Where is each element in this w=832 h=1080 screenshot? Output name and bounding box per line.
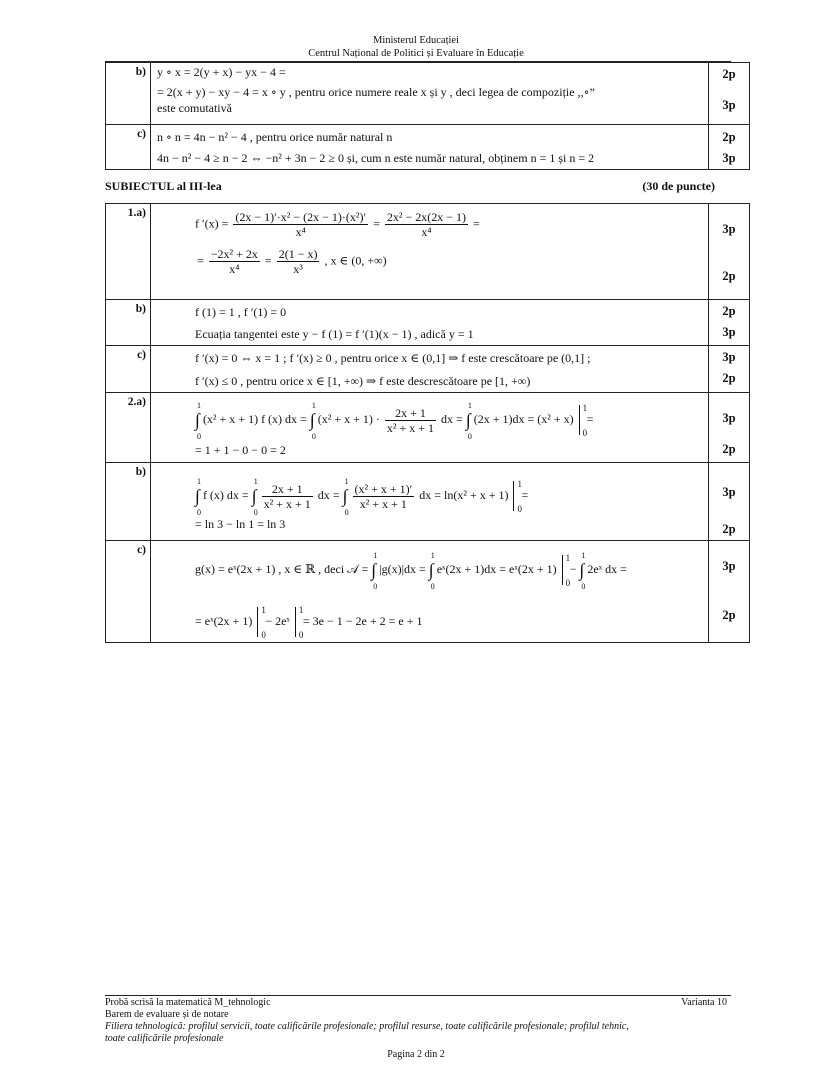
points: 3p — [722, 559, 736, 573]
row-content — [151, 393, 709, 463]
lower-limit: 0 — [197, 431, 201, 441]
table-row — [106, 125, 750, 170]
points: 3p — [722, 485, 736, 499]
fraction — [353, 482, 415, 511]
section-title: SUBIECTUL al III-lea — [105, 179, 222, 193]
expr: f (x) dx = — [202, 487, 249, 502]
fraction — [262, 482, 313, 511]
evaluation-bar — [579, 403, 588, 438]
denominator: x² + x + 1 — [359, 496, 407, 511]
integral-sign — [371, 550, 378, 591]
numerator: 2(1 − x) — [278, 247, 318, 261]
integral-sign — [251, 476, 258, 517]
upper-limit: 1 — [517, 479, 522, 489]
points: 3p — [722, 325, 736, 339]
points: 2p — [722, 130, 736, 144]
row-content — [151, 125, 709, 170]
integral-symbol: ∫ — [309, 409, 315, 430]
expr: = — [197, 253, 204, 268]
expr: = — [521, 487, 529, 502]
points: 2p — [722, 67, 736, 81]
points: 2p — [722, 608, 736, 622]
part2-table — [105, 62, 750, 170]
section-points: (30 de puncte) — [642, 179, 715, 193]
integral-symbol: ∫ — [371, 559, 377, 580]
table-row — [106, 463, 750, 541]
fraction — [233, 210, 368, 239]
integral-sign — [195, 476, 201, 517]
math-line: n ∘ n = 4n − n² − 4 , pentru orice număr natural n — [157, 130, 393, 144]
denominator: x⁴ — [295, 225, 306, 239]
numerator: 2x² − 2x(2x − 1) — [386, 210, 467, 224]
upper-limit: 1 — [197, 476, 201, 486]
integral-sign — [195, 400, 201, 441]
numerator: (x² + x + 1)′ — [354, 481, 413, 496]
footer-line: toate calificările profesionale — [105, 1033, 224, 1044]
points: 2p — [722, 442, 736, 456]
table-row — [106, 63, 750, 125]
row-label: b) — [106, 463, 151, 541]
lower-limit: 0 — [344, 507, 349, 517]
upper-limit: 1 — [253, 476, 258, 486]
row-content — [151, 463, 709, 541]
math-line: f (1) = 1 , f ′(1) = 0 — [195, 305, 287, 319]
lower-limit: 0 — [517, 504, 522, 514]
section-heading — [105, 179, 730, 194]
fraction — [277, 247, 320, 276]
variant-label: Varianta 10 — [681, 997, 727, 1008]
math-line — [157, 400, 702, 441]
evaluation-bar — [513, 479, 522, 514]
math-line — [157, 605, 702, 640]
expr: − 2eˣ — [265, 613, 290, 628]
row-content — [151, 300, 709, 346]
row-points — [709, 125, 750, 170]
upper-limit: 1 — [582, 403, 588, 413]
row-points — [709, 463, 750, 541]
expr: (x² + x + 1) · — [317, 411, 380, 426]
footer-divider — [105, 995, 731, 996]
page-number: Pagina 2 din 2 — [387, 1049, 445, 1060]
expr: = — [473, 216, 480, 231]
expr: (x² + x + 1) f (x) dx = — [202, 411, 307, 426]
row-points — [709, 541, 750, 643]
fraction — [385, 406, 436, 435]
footer-line — [105, 997, 735, 1009]
points: 3p — [722, 411, 736, 425]
integral-symbol: ∫ — [465, 409, 471, 430]
table-row — [106, 541, 750, 643]
upper-limit: 1 — [373, 550, 378, 560]
integral-sign — [342, 476, 349, 517]
math-line: = ln 3 − ln 1 = ln 3 — [195, 517, 286, 531]
expr: 2eˣ dx = — [587, 561, 627, 576]
lower-limit: 0 — [581, 581, 586, 591]
expr: − — [569, 561, 577, 576]
denominator: x² + x + 1 — [386, 420, 435, 435]
row-label: b) — [106, 63, 151, 125]
integral-symbol: ∫ — [195, 409, 200, 430]
math-line: 4n − n² − 4 ≥ n − 2 ⇔ −n² + 3n − 2 ≥ 0 și, cum n este număr natural, obținem n = 1 și n = 2 — [157, 151, 595, 165]
numerator: (2x − 1)′·x² − (2x − 1)·(x²)′ — [235, 210, 367, 224]
row-content — [151, 346, 709, 393]
lower-limit: 0 — [565, 578, 571, 588]
integral-symbol: ∫ — [195, 485, 200, 506]
expr: (2x + 1)dx = (x² + x) — [473, 411, 574, 426]
row-label: 2.a) — [106, 393, 151, 463]
integral-symbol: ∫ — [342, 485, 348, 506]
denominator: x⁴ — [229, 262, 240, 276]
table-row — [106, 346, 750, 393]
header-ministry: Ministerul Educației — [372, 35, 460, 46]
row-label: c) — [106, 125, 151, 170]
math-line — [157, 476, 702, 517]
math-line: este comutativă — [157, 101, 232, 115]
math-line — [157, 247, 702, 276]
points: 3p — [722, 151, 736, 165]
row-content — [151, 204, 709, 300]
header-center: Centrul Național de Politici și Evaluare în Educație — [308, 48, 524, 59]
integral-sign — [465, 400, 472, 441]
integral-symbol: ∫ — [251, 485, 257, 506]
expr: |g(x)|dx = — [379, 561, 426, 576]
lower-limit: 0 — [298, 630, 304, 640]
row-label: 1.a) — [106, 204, 151, 300]
footer-line: Barem de evaluare și de notare — [105, 1009, 229, 1020]
lower-limit: 0 — [253, 507, 258, 517]
lower-limit: 0 — [197, 507, 201, 517]
numerator: −2x² + 2x — [210, 247, 258, 261]
math-line: y ∘ x = 2(y + x) − yx − 4 = — [157, 65, 286, 79]
integral-symbol: ∫ — [428, 559, 434, 580]
evaluation-bar — [257, 605, 266, 640]
expr: = — [373, 216, 380, 231]
upper-limit: 1 — [565, 553, 571, 563]
table-row — [106, 393, 750, 463]
upper-limit: 1 — [261, 605, 266, 615]
denominator: x² + x + 1 — [263, 496, 311, 511]
evaluation-bar — [295, 605, 304, 640]
footer-line: Filiera tehnologică: profilul servicii, toate calificările profesionale; profilul resurse, toate calificările profesionale; profilul tehnic, — [105, 1021, 629, 1032]
math-line: Ecuația tangentei este y − f (1) = f ′(1)(x − 1) , adică y = 1 — [195, 327, 474, 341]
expr: eˣ(2x + 1)dx = eˣ(2x + 1) — [436, 561, 557, 576]
row-points — [709, 300, 750, 346]
points: 2p — [722, 522, 736, 536]
points: 3p — [722, 350, 736, 364]
table-row — [106, 204, 750, 300]
expr: = — [264, 253, 272, 268]
upper-limit: 1 — [467, 400, 472, 410]
denominator: x³ — [293, 262, 303, 276]
expr: , x ∈ (0, +∞) — [324, 253, 387, 268]
math-line — [157, 550, 702, 591]
points: 2p — [722, 269, 736, 283]
row-label: b) — [106, 300, 151, 346]
denominator: x⁴ — [421, 225, 432, 239]
expr: = 3e − 1 − 2e + 2 = e + 1 — [302, 613, 423, 628]
lower-limit: 0 — [311, 431, 316, 441]
points: 2p — [722, 304, 736, 318]
math-line — [157, 210, 702, 239]
math-line: = 1 + 1 − 0 − 0 = 2 — [195, 443, 286, 457]
row-points — [709, 63, 750, 125]
evaluation-bar — [562, 553, 571, 588]
upper-limit: 1 — [298, 605, 304, 615]
table-row — [106, 300, 750, 346]
integral-sign — [428, 550, 435, 591]
upper-limit: 1 — [311, 400, 316, 410]
lower-limit: 0 — [430, 581, 435, 591]
lower-limit: 0 — [373, 581, 378, 591]
expr: dx = ln(x² + x + 1) — [419, 487, 509, 502]
upper-limit: 1 — [344, 476, 349, 486]
row-content — [151, 541, 709, 643]
math-line: f ′(x) ≤ 0 , pentru orice x ∈ [1, +∞) ⇒ f este descrescătoare pe [1, +∞) — [195, 374, 531, 388]
row-label: c) — [106, 541, 151, 643]
integral-sign — [579, 550, 586, 591]
row-points — [709, 346, 750, 393]
lower-limit: 0 — [261, 630, 266, 640]
expr: = — [586, 411, 594, 426]
exam-title: Probă scrisă la matematică M_tehnologic — [105, 997, 271, 1008]
lower-limit: 0 — [467, 431, 472, 441]
math-line: = 2(x + y) − xy − 4 = x ∘ y , pentru orice numere reale x și y , deci legea de compoziție ,,∘” — [157, 85, 595, 99]
expr: dx = — [317, 487, 340, 502]
integral-sign — [309, 400, 316, 441]
expr: g(x) = eˣ(2x + 1) , x ∈ ℝ , deci 𝒜 = — [195, 561, 369, 576]
math-line: f ′(x) = 0 ⇔ x = 1 ; f ′(x) ≥ 0 , pentru orice x ∈ (0,1] ⇒ f este crescătoare pe (0,1] ; — [195, 351, 591, 365]
integral-symbol: ∫ — [579, 559, 585, 580]
numerator: 2x + 1 — [262, 482, 313, 497]
points: 3p — [722, 222, 736, 236]
row-content — [151, 63, 709, 125]
expr: dx = — [441, 411, 463, 426]
numerator: 2x + 1 — [385, 406, 436, 421]
expr: f ′(x) = — [195, 216, 229, 231]
points: 2p — [722, 371, 736, 385]
row-label: c) — [106, 346, 151, 393]
expr: = eˣ(2x + 1) — [195, 613, 253, 628]
row-points — [709, 393, 750, 463]
upper-limit: 1 — [581, 550, 586, 560]
row-points — [709, 204, 750, 300]
lower-limit: 0 — [582, 428, 588, 438]
upper-limit: 1 — [430, 550, 435, 560]
part3-table — [105, 203, 750, 643]
fraction — [209, 247, 260, 276]
points: 3p — [722, 98, 736, 112]
fraction — [385, 210, 468, 239]
upper-limit: 1 — [197, 400, 201, 410]
